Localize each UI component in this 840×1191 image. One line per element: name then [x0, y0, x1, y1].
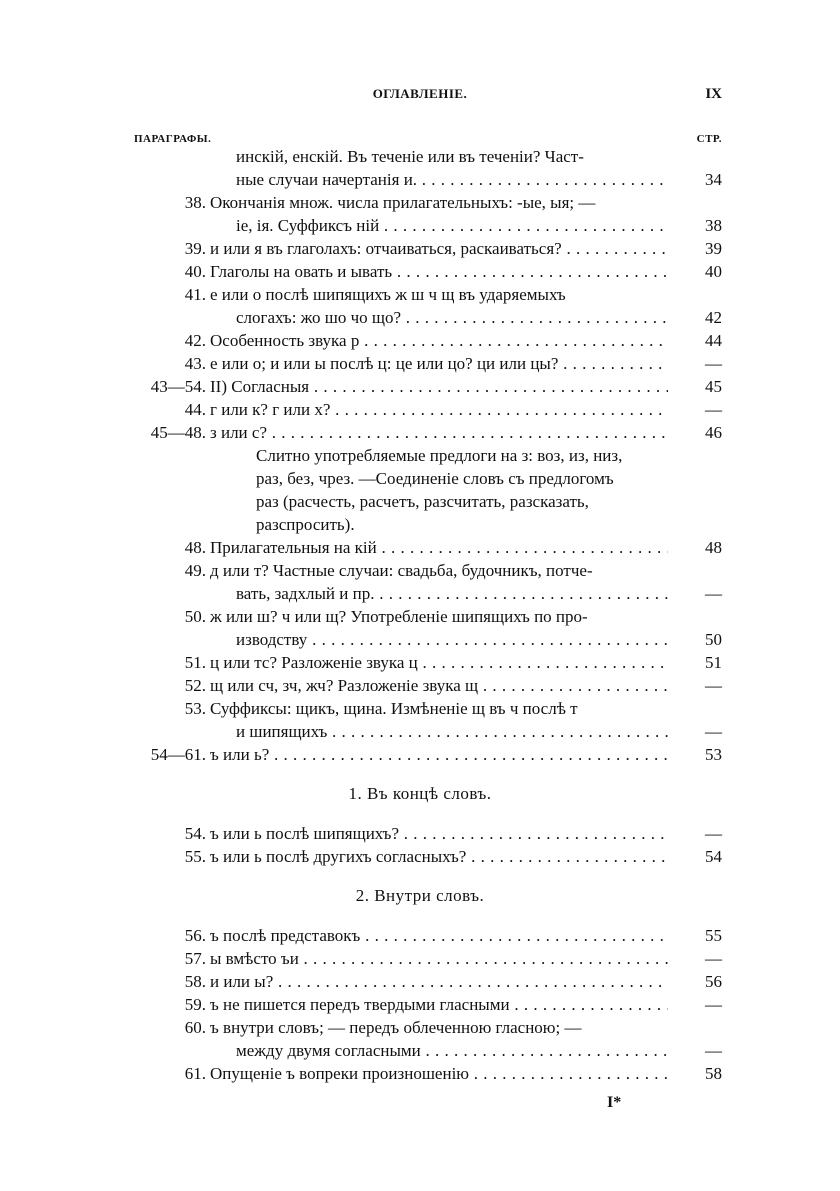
table-of-contents	[0, 145, 840, 1085]
toc-entry	[0, 924, 840, 947]
entry-number: 39.	[184, 239, 206, 258]
entry-page: 50	[705, 630, 722, 649]
toc-entry	[0, 237, 840, 260]
section-title-end-of-words: 1. Въ концѣ словъ.	[348, 784, 492, 803]
entry-number: 59.	[184, 995, 206, 1014]
toc-entry	[0, 1016, 840, 1039]
entry-text: ные случаи начертанія и. . . .	[236, 168, 668, 191]
entry-page: —	[705, 995, 722, 1014]
entry-page: 42	[705, 308, 722, 327]
entry-page: 38	[705, 216, 722, 235]
entry-text: д или т? Частные случаи: свадьба, будочникъ, потче-	[210, 561, 593, 580]
entry-number: 51.	[184, 653, 206, 672]
toc-entry	[0, 168, 840, 191]
entry-text: Прилагательныя на кій . . .	[210, 536, 668, 559]
entry-page: —	[705, 676, 722, 695]
toc-entry	[0, 352, 840, 375]
entry-page: 44	[705, 331, 722, 350]
entry-page: —	[705, 400, 722, 419]
entry-text: іе, ія. Суффиксъ ній . . .	[236, 214, 668, 237]
entry-number: 43.	[184, 354, 206, 373]
toc-entry	[0, 214, 840, 237]
entry-text: Особенность звука р . . .	[210, 329, 668, 352]
toc-entry	[0, 559, 840, 582]
entry-number: 49.	[184, 561, 206, 580]
entry-number: 45—48.	[150, 423, 206, 442]
entry-number: 53.	[184, 699, 206, 718]
toc-entry	[0, 822, 840, 845]
toc-entry	[0, 845, 840, 868]
entry-page: —	[705, 949, 722, 968]
toc-entry	[0, 260, 840, 283]
toc-section1-list	[0, 822, 840, 868]
entry-page: 58	[705, 1064, 722, 1083]
entry-number: 60.	[184, 1018, 206, 1037]
entry-number: 54.	[184, 824, 206, 843]
entry-text: Опущеніе ъ вопреки произношенію . . .	[210, 1062, 668, 1085]
entry-number: 56.	[184, 926, 206, 945]
entry-number: 52.	[184, 676, 206, 695]
toc-entry	[0, 398, 840, 421]
entry-text: изводству . . .	[236, 628, 668, 651]
entry-text: и или я въ глаголахъ: отчаиваться, раскаиваться? . . .	[210, 237, 668, 260]
entry-text: з или с? . . .	[210, 421, 668, 444]
entry-text: ъ или ь послѣ другихъ согласныхъ? . . .	[210, 845, 668, 868]
toc-entry	[0, 191, 840, 214]
entry-page: 39	[705, 239, 722, 258]
toc-entry	[0, 283, 840, 306]
signature-mark: I*	[607, 1094, 622, 1111]
toc-entry	[0, 145, 840, 168]
toc-entry	[0, 329, 840, 352]
toc-entry	[0, 651, 840, 674]
entry-number: 41.	[184, 285, 206, 304]
entry-text: ъ послѣ представокъ . . .	[210, 924, 668, 947]
entry-text: Суффиксы: щикъ, щина. Измѣненіе щ въ ч послѣ т	[210, 699, 578, 718]
entry-page: 45	[705, 377, 722, 396]
toc-entry	[0, 421, 840, 444]
entry-text: и шипящихъ . . .	[236, 720, 668, 743]
entry-page: 48	[705, 538, 722, 557]
entry-text: ы вмѣсто ъи . . .	[210, 947, 668, 970]
toc-entry	[0, 697, 840, 720]
entry-text: и или ы? . . .	[210, 970, 668, 993]
entry-text: Окончанія множ. числа прилагательныхъ: -ые, ыя; —	[210, 193, 596, 212]
toc-entry	[0, 306, 840, 329]
toc-entry	[0, 1039, 840, 1062]
toc-entry	[0, 743, 840, 766]
entry-page: 54	[705, 847, 722, 866]
entry-text: слогахъ: жо шо чо що? . . .	[236, 306, 668, 329]
toc-entry	[0, 490, 840, 513]
entry-page: 55	[705, 926, 722, 945]
toc-entry	[0, 628, 840, 651]
entry-text: е или о послѣ шипящихъ ж ш ч щ въ ударяемыхъ	[210, 285, 566, 304]
entry-text: ж или ш? ч или щ? Употребленіе шипящихъ по про-	[210, 607, 588, 626]
column-header-paragraphs: ПАРАГРАФЫ.	[134, 133, 212, 145]
entry-text: г или к? г или х? . . .	[210, 398, 668, 421]
entry-text: II) Согласныя . . .	[210, 375, 668, 398]
entry-page: —	[705, 722, 722, 741]
entry-number: 48.	[184, 538, 206, 557]
toc-entry	[0, 536, 840, 559]
entry-text: Глаголы на овать и ывать . . .	[210, 260, 668, 283]
entry-page: —	[705, 354, 722, 373]
page-number: IX	[705, 86, 722, 102]
entry-page: 56	[705, 972, 722, 991]
toc-entry	[0, 375, 840, 398]
entry-page: 46	[705, 423, 722, 442]
running-header	[0, 86, 840, 108]
entry-text: раз (расчесть, расчетъ, разсчитать, разсказать,	[256, 492, 589, 511]
page-title: ОГЛАВЛЕНІЕ.	[372, 86, 468, 101]
entry-text: вать, задхлый и пр. . . .	[236, 582, 668, 605]
entry-text: ъ внутри словъ; — передъ облеченною гласною; —	[210, 1018, 582, 1037]
entry-number: 58.	[184, 972, 206, 991]
entry-number: 50.	[184, 607, 206, 626]
toc-entry	[0, 605, 840, 628]
toc-entry	[0, 674, 840, 697]
entry-page: 34	[705, 170, 722, 189]
entry-number: 44.	[184, 400, 206, 419]
toc-entry	[0, 947, 840, 970]
toc-entry	[0, 582, 840, 605]
toc-entry	[0, 993, 840, 1016]
entry-text: раз, без, чрез. —Соединеніе словъ съ предлогомъ	[256, 469, 614, 488]
entry-number: 43—54.	[150, 377, 206, 396]
toc-main-list	[0, 145, 840, 766]
entry-number: 40.	[184, 262, 206, 281]
entry-number: 42.	[184, 331, 206, 350]
entry-number: 57.	[184, 949, 206, 968]
entry-text: е или о; и или ы послѣ ц: це или цо? ци или цы? . . .	[210, 352, 668, 375]
entry-number: 61.	[184, 1064, 206, 1083]
column-header-pages: СТР.	[696, 133, 722, 145]
toc-section2-list	[0, 924, 840, 1085]
section-title-inside-words: 2. Внутри словъ.	[355, 886, 485, 905]
entry-page: —	[705, 584, 722, 603]
toc-entry	[0, 1062, 840, 1085]
entry-text: разспросить).	[256, 515, 355, 534]
entry-page: —	[705, 824, 722, 843]
entry-page: 53	[705, 745, 722, 764]
toc-entry	[0, 467, 840, 490]
toc-entry	[0, 970, 840, 993]
entry-text: ц или тс? Разложеніе звука ц . . .	[210, 651, 668, 674]
entry-text: инскій, енскій. Въ теченіе или въ теченіи? Част-	[236, 147, 584, 166]
entry-number: 54—61.	[150, 745, 206, 764]
entry-text: ъ или ь послѣ шипящихъ? . . .	[210, 822, 668, 845]
toc-entry	[0, 444, 840, 467]
entry-text: щ или сч, зч, жч? Разложеніе звука щ . . .	[210, 674, 668, 697]
entry-page: 40	[705, 262, 722, 281]
entry-number: 38.	[184, 193, 206, 212]
entry-page: —	[705, 1041, 722, 1060]
entry-text: ъ или ь? . . .	[210, 743, 668, 766]
entry-page: 51	[705, 653, 722, 672]
toc-entry	[0, 513, 840, 536]
toc-entry	[0, 720, 840, 743]
entry-text: между двумя согласными . . .	[236, 1039, 668, 1062]
entry-text: Слитно употребляемые предлоги на з: воз, из, низ,	[256, 446, 623, 465]
entry-number: 55.	[184, 847, 206, 866]
entry-text: ъ не пишется передъ твердыми гласными . . .	[210, 993, 668, 1016]
